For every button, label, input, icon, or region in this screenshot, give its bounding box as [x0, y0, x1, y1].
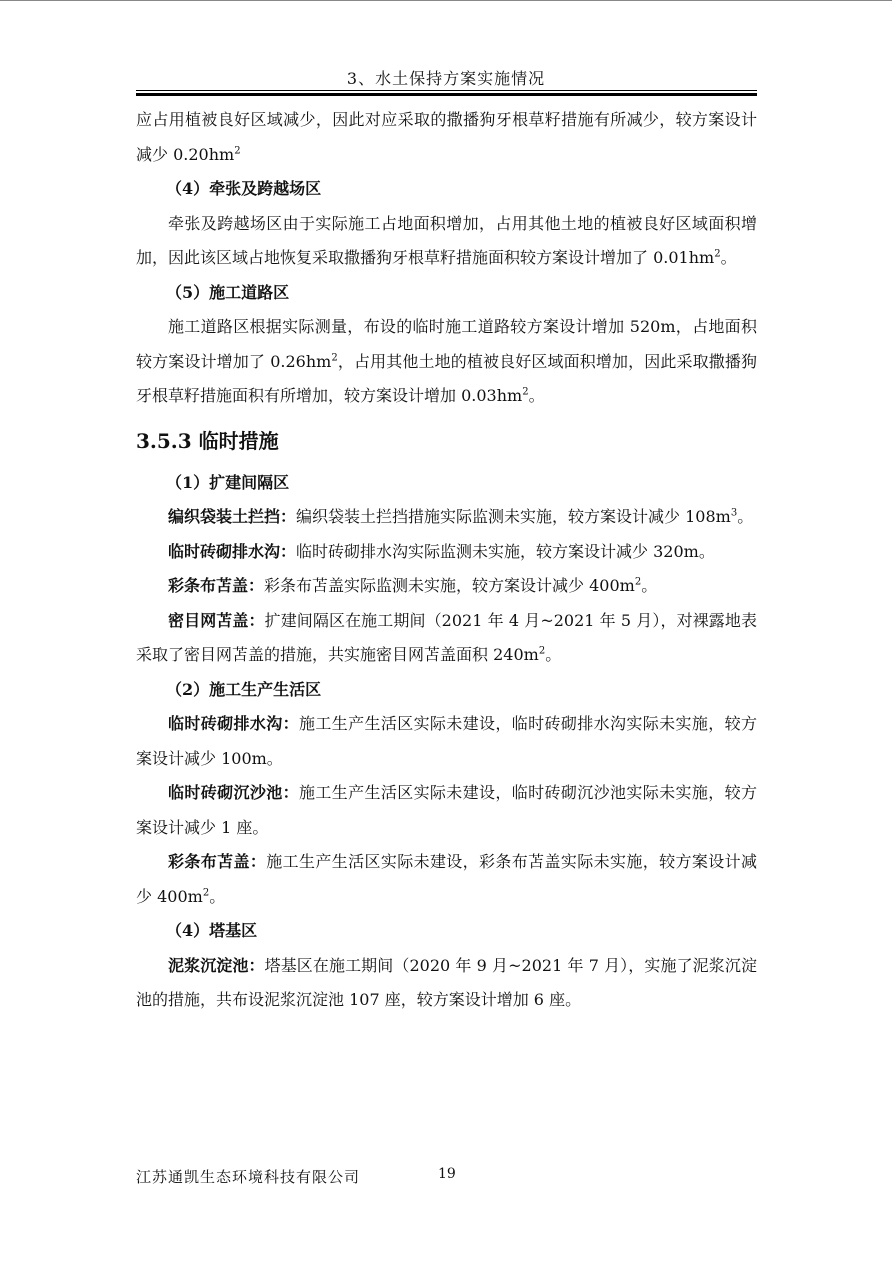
measure-text: 临时砖砌排水沟实际监测未实施，较方案设计减少 320m。 — [296, 541, 715, 561]
measure-lead: 临时砖砌排水沟： — [168, 541, 297, 561]
paragraph-tail: 。 — [720, 248, 737, 267]
paragraph-tail: 。 — [528, 386, 545, 405]
superscript: 2 — [714, 248, 721, 260]
paragraph-s5 — [136, 310, 757, 414]
paragraph-tail: 。 — [545, 645, 562, 664]
header-rule-thick — [136, 93, 757, 96]
subheading-s5: （5）施工道路区 — [166, 282, 290, 302]
paragraph-text: 施工道路区根据实际测量，布设的临时施工道路较方案设计增加 520m，占地面积较方案设计增加了 0.26hm — [136, 317, 757, 371]
page-top-border — [0, 0, 892, 1]
measure-paragraph — [136, 500, 757, 535]
superscript: 2 — [522, 386, 529, 398]
paragraph-intro — [136, 103, 757, 172]
measure-paragraph — [136, 535, 757, 570]
superscript: 2 — [634, 576, 642, 588]
running-header: 3、水土保持方案实施情况 — [346, 69, 546, 88]
measure-text: 扩建间隔区在施工期间（2021 年 4 月~2021 年 5 月），对裸露地表采取了密目网苫盖的措施，共实施密目网苫盖面积 240m — [136, 610, 757, 664]
superscript: 2 — [331, 352, 338, 364]
measure-text: 彩条布苫盖实际监测未实施，较方案设计减少 400m — [264, 576, 635, 595]
paragraph-s4 — [136, 207, 757, 276]
measure-paragraph — [136, 845, 757, 914]
measure-paragraph — [136, 707, 757, 776]
subheading-t1: （1）扩建间隔区 — [166, 472, 290, 492]
body-content — [136, 103, 757, 1018]
measure-lead: 彩条布苫盖： — [168, 576, 265, 595]
measure-lead: 临时砖砌沉沙池： — [168, 783, 299, 802]
superscript: 2 — [202, 887, 210, 899]
paragraph-tail: 。 — [641, 576, 658, 595]
paragraph-text: 牵张及跨越场区由于实际施工占地面积增加，占用其他土地的植被良好区域面积增加，因此该区域占地恢复采取撒播狗牙根草籽措施面积较方案设计增加了 0.01hm — [136, 213, 757, 267]
paragraph-text: 应占用植被良好区域减少，因此对应采取的撒播狗牙根草籽措施有所减少，较方案设计减少 0.20hm — [136, 110, 757, 164]
paragraph-tail: 。 — [737, 507, 754, 526]
paragraph-tail: 。 — [209, 886, 226, 906]
paragraph-text: ，占用其他土地的植被良好区域面积增加，因此采取撒播狗牙根草籽措施面积有所增加，较方案设计增加 0.03hm — [136, 351, 757, 405]
header-rule-thin — [136, 90, 757, 91]
subheading-t4: （4）塔基区 — [166, 921, 258, 940]
subheading-t2: （2）施工生产生活区 — [166, 679, 322, 699]
measure-text: 编织袋装土拦挡措施实际监测未实施，较方案设计减少 108m — [296, 507, 731, 526]
measure-lead: 泥浆沉淀池： — [168, 955, 265, 975]
measure-text: 施工生产生活区实际未建设，临时砖砌排水沟实际未实施，较方案设计减少 100m。 — [136, 714, 757, 768]
measure-paragraph — [136, 776, 757, 845]
measure-lead: 彩条布苫盖： — [168, 852, 267, 871]
measure-paragraph — [136, 604, 757, 673]
section-title: 3.5.3 临时措施 — [136, 428, 279, 453]
measure-lead: 密目网苫盖： — [168, 610, 265, 630]
subheading-s4: （4）牵张及跨越场区 — [166, 179, 322, 198]
page-number: 19 — [438, 1166, 456, 1182]
measure-text: 塔基区在施工期间（2020 年 9 月~2021 年 7 月），实施了泥浆沉淀池的措施，共布设泥浆沉淀池 107 座，较方案设计增加 6 座。 — [136, 955, 757, 1009]
superscript: 2 — [538, 645, 546, 657]
measure-text: 施工生产生活区实际未建设，临时砖砌沉沙池实际未实施，较方案设计减少 1 座。 — [136, 783, 757, 837]
measure-lead: 编织袋装土拦挡： — [168, 507, 297, 526]
measure-lead: 临时砖砌排水沟： — [168, 714, 299, 733]
footer-company: 江苏通凯生态环境科技有限公司 — [136, 1168, 361, 1186]
measure-paragraph — [136, 569, 757, 604]
measure-paragraph — [136, 949, 757, 1018]
measure-text: 施工生产生活区实际未建设，彩条布苫盖实际未实施，较方案设计减少 400m — [136, 852, 757, 906]
superscript: 2 — [234, 145, 241, 157]
superscript: 3 — [730, 507, 738, 519]
